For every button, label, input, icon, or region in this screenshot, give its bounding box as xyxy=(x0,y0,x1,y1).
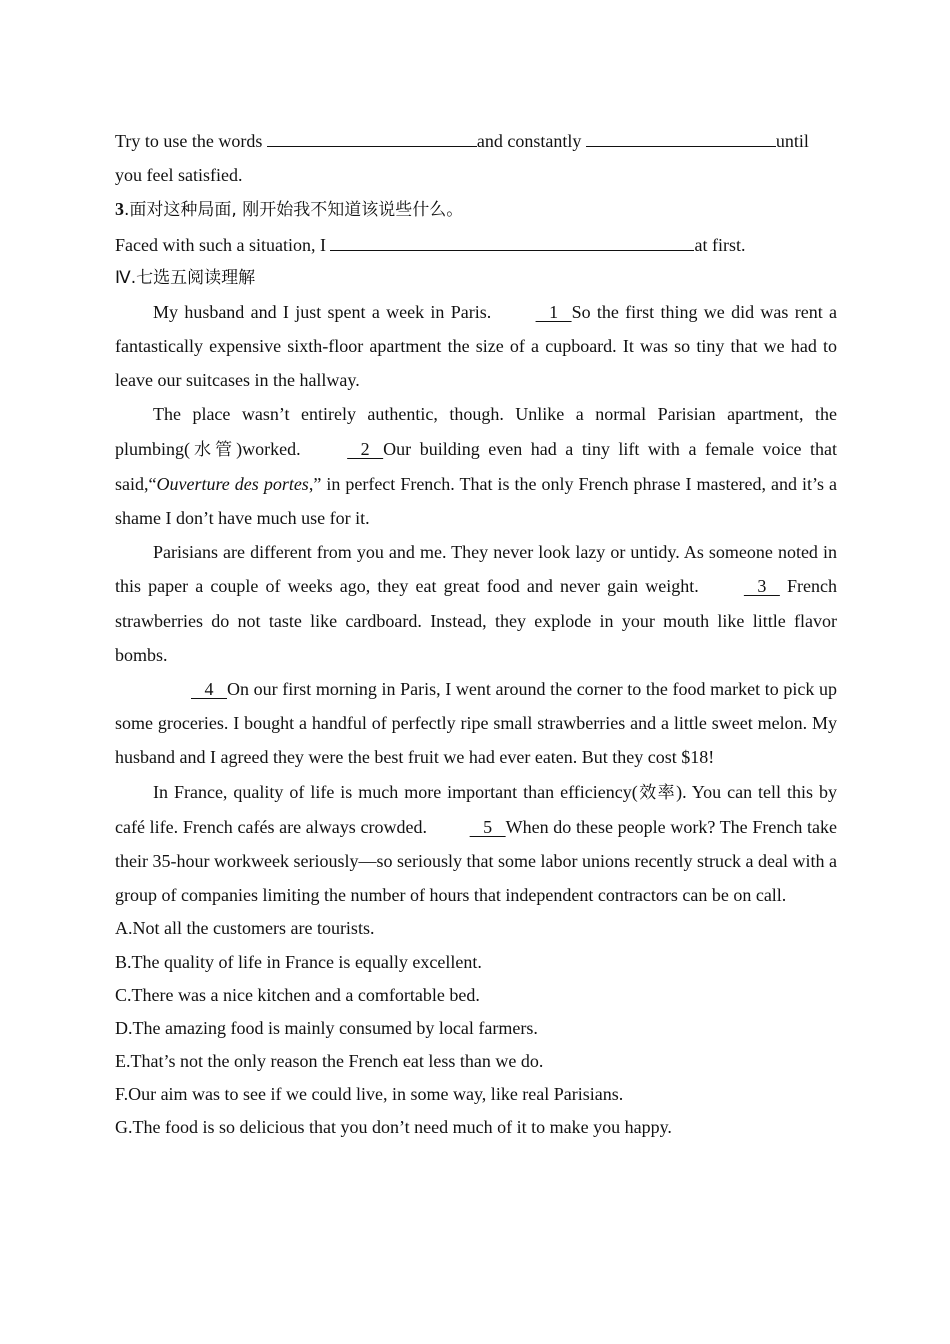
blank-number-5[interactable]: 5 xyxy=(469,816,506,837)
option-a: A.Not all the customers are tourists. xyxy=(115,918,375,939)
item3-number: 3 xyxy=(115,199,124,220)
option-b: B.The quality of life in France is equally excellent. xyxy=(115,951,482,972)
item2-text-c: until xyxy=(775,131,809,151)
p5-text-c: When do these people work? The French take their 35-hour workweek seriously—so seriously that some labor unions recently struck a deal with a group of companies limiting the number of hours that independent contractors can be on call. xyxy=(115,816,837,906)
option-e: E.That’s not the only reason the French eat less than we do. xyxy=(115,1050,544,1071)
p2-text-b: )worked. xyxy=(236,438,310,459)
passage-paragraph-5 xyxy=(115,775,837,913)
passage-paragraph-3 xyxy=(115,535,837,672)
passage-paragraph-1 xyxy=(115,295,837,398)
section-title: Ⅳ.七选五阅读理解 xyxy=(115,267,256,288)
option-d: D.The amazing food is mainly consumed by local farmers. xyxy=(115,1017,538,1038)
item3-text-b: at first. xyxy=(694,234,746,255)
p2-cjk: 水管 xyxy=(190,439,237,460)
p2-text-c: Our building even had a tiny lift with a female voice that said,“ xyxy=(115,438,837,494)
document-page xyxy=(115,124,837,1144)
answer-blank-2[interactable] xyxy=(586,128,776,147)
p1-text-a: My husband and I just spent a week in Paris. xyxy=(153,301,498,322)
passage-paragraph-2 xyxy=(115,397,837,535)
blank-number-4[interactable]: 4 xyxy=(191,679,227,700)
item3-prompt: .面对这种局面, 刚开始我不知道该说些什么。 xyxy=(124,200,464,221)
item3-answer-line xyxy=(115,228,837,262)
blank-number-3[interactable]: 3 xyxy=(743,576,780,597)
option-g: G.The food is so delicious that you don’t need much of it to make you happy. xyxy=(115,1117,672,1138)
blank-number-2[interactable]: 2 xyxy=(347,438,384,459)
answer-blank-3[interactable] xyxy=(330,232,694,251)
p1-text-b: So the first thing we did was rent a fantastically expensive sixth-floor apartment the size of a cupboard. It was so tiny that we had to leave our suitcases in the hallway. xyxy=(115,301,837,391)
p3-text-b: French strawberries do not taste like cardboard. Instead, they explode in your mouth like little flavor bombs. xyxy=(115,576,837,665)
p2-italic-phrase: Ouverture des portes xyxy=(156,473,309,494)
p5-cjk: 效率 xyxy=(637,782,677,803)
item2-text-b: and constantly xyxy=(476,131,586,151)
item2-line1 xyxy=(115,124,837,158)
item2-line2: you feel satisfied. xyxy=(115,165,243,186)
p3-text-a: Parisians are different from you and me. They never look lazy or untidy. As someone noted in this paper a couple of weeks ago, they eat great food and never gain weight. xyxy=(115,542,837,597)
options-list xyxy=(115,912,837,1144)
option-f: F.Our aim was to see if we could live, in some way, like real Parisians. xyxy=(115,1083,624,1104)
p4-text-a: On our first morning in Paris, I went around the corner to the food market to pick up some groceries. I bought a handful of perfectly ripe small strawberries and a little sweet melon. My husband and I agreed they were the best fruit we had ever eaten. But they cost $18! xyxy=(115,679,837,768)
blank-number-1[interactable]: 1 xyxy=(535,301,572,322)
item3-prompt-line xyxy=(115,192,837,227)
p2-text-d: ,” in perfect French. That is the only French phrase I mastered, and it’s a shame I don’t have much use for it. xyxy=(115,473,838,529)
p5-text-a: In France, quality of life is much more important than efficiency( xyxy=(153,781,638,802)
option-c: C.There was a nice kitchen and a comfortable bed. xyxy=(115,984,480,1005)
p2-text-a: The place wasn’t entirely authentic, though. Unlike a normal Parisian apartment, the plumbing( xyxy=(115,404,837,459)
p5-text-b: ). You can tell this by café life. French cafés are always crowded. xyxy=(115,781,837,837)
item3-text-a: Faced with such a situation, I xyxy=(115,234,331,255)
item2-text-a: Try to use the words xyxy=(115,131,267,151)
passage-paragraph-4 xyxy=(115,672,837,775)
answer-blank-1[interactable] xyxy=(267,128,477,147)
